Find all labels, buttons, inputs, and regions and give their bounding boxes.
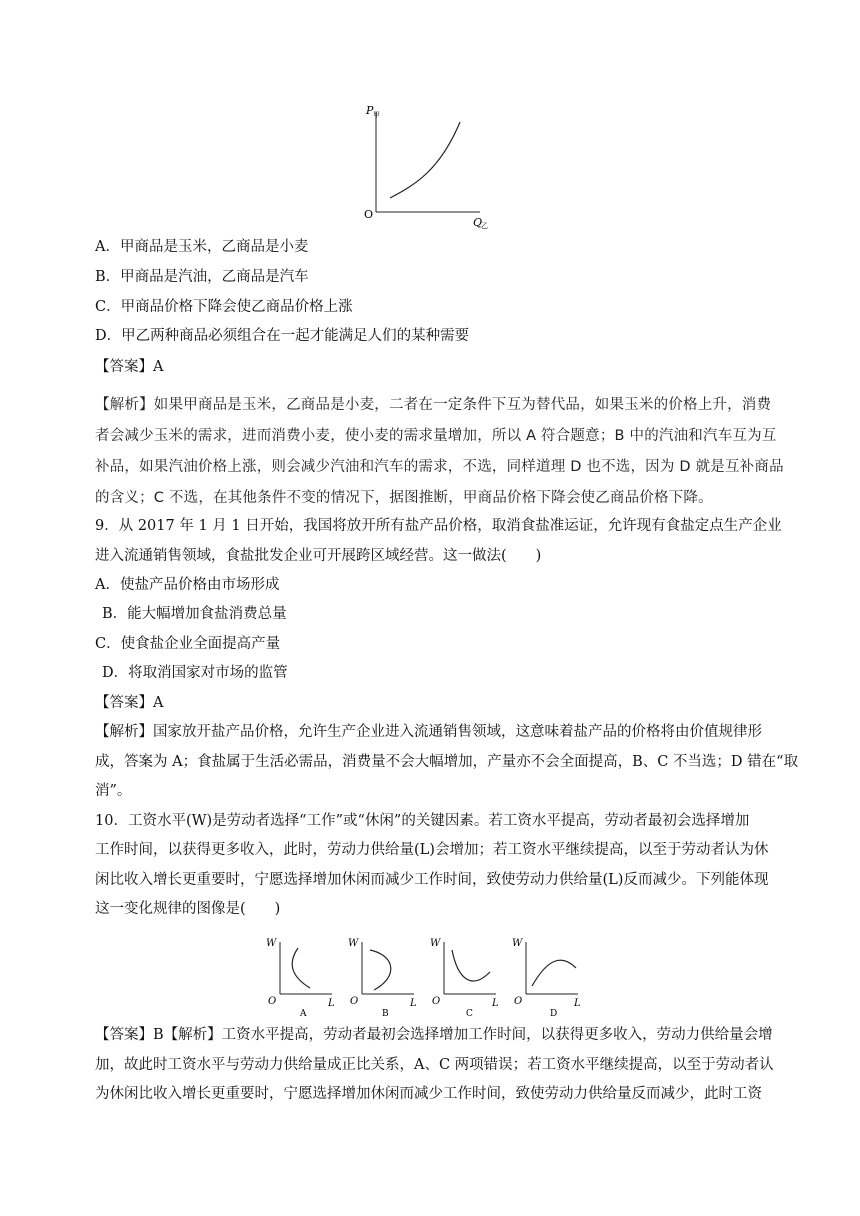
q8-option-a: A．甲商品是玉米，乙商品是小麦 [95, 239, 309, 255]
svg-text:W: W [266, 938, 277, 949]
q8-analysis-line: 补品，如果汽油价格上涨，则会减少汽油和汽车的需求，不选，同样道理 D 也不选，因为 D 就是互补商品 [95, 459, 784, 475]
q10-stem-line: 这一变化规律的图像是( ) [95, 901, 281, 917]
q8-option-d: D．甲乙两种商品必须组合在一起才能满足人们的某种需要 [95, 328, 470, 344]
svg-text:L: L [574, 998, 581, 1009]
q8-analysis-line: 【解析】如果甲商品是玉米，乙商品是小麦，二者在一定条件下互为替代品，如果玉米的价格上升，消费 [95, 397, 772, 413]
q9-analysis-line: 消”。 [95, 783, 132, 799]
svg-text:C: C [466, 1009, 473, 1019]
x-axis-label: Q [473, 216, 483, 229]
svg-text:D: D [550, 1009, 558, 1019]
svg-text:O: O [350, 996, 359, 1007]
q10-analysis-line: 为休闲比收入增长更重要时，宁愿选择增加休闲而减少工作时间，致使劳动力供给量反而减少，此时工资 [95, 1086, 762, 1102]
y-axis-label: P [366, 104, 374, 117]
q10-analysis-line: 加，故此时工资水平与劳动力供给量成正比关系，A、C 两项错误；若工资水平继续提高，以至于劳动者认 [95, 1057, 774, 1073]
q9-option-b: B．能大幅增加食盐消费总量 [102, 606, 287, 622]
svg-text:B: B [382, 1009, 389, 1019]
wage-labor-graphs [262, 932, 602, 1020]
price-quantity-graph [360, 100, 500, 230]
svg-text:L: L [328, 998, 335, 1009]
q9-stem-line: 9．从 2017 年 1 月 1 日开始，我国将放开所有盐产品价格，取消食盐准运证，允许现有食盐定点生产企业 [95, 518, 782, 534]
svg-text:W: W [512, 938, 523, 949]
q8-answer: 【答案】A [95, 359, 164, 375]
graph-c [430, 938, 499, 1019]
svg-text:O: O [432, 996, 441, 1007]
graph-a [266, 938, 335, 1019]
svg-text:W: W [348, 938, 359, 949]
x-axis-sub: 乙 [481, 222, 488, 230]
graph-d [512, 938, 581, 1019]
svg-text:L: L [410, 998, 417, 1009]
q10-answer-line: 【答案】B【解析】工资水平提高，劳动者最初会选择增加工作时间，以获得更多收入，劳动力供给量会增 [95, 1027, 773, 1043]
svg-text:A: A [300, 1009, 307, 1019]
q9-option-a: A．使盐产品价格由市场形成 [95, 577, 280, 593]
q8-option-b: B．甲商品是汽油，乙商品是汽车 [95, 269, 309, 285]
q9-analysis-line: 成，答案为 A；食盐属于生活必需品，消费量不会大幅增加，产量亦不会全面提高，B、C 不当选；D 错在“取 [95, 754, 799, 770]
q8-analysis-line: 的含义；C 不选，在其他条件不变的情况下，据图推断，甲商品价格下降会使乙商品价格下降。 [95, 490, 713, 506]
q9-stem-line: 进入流通销售领域，食盐批发企业可开展跨区域经营。这一做法( ) [95, 548, 542, 564]
curve [390, 122, 460, 198]
q10-stem-line: 10．工资水平(W)是劳动者选择“工作”或“休闲”的关键因素。若工资水平提高，劳动者最初会选择增加 [95, 813, 750, 829]
q9-option-d: D．将取消国家对市场的监管 [102, 665, 288, 681]
svg-text:O: O [514, 996, 523, 1007]
q8-option-c: C．甲商品价格下降会使乙商品价格上涨 [95, 299, 353, 315]
y-axis-sub: 甲 [373, 111, 380, 119]
q9-option-c: C．使食盐企业全面提高产量 [95, 636, 281, 652]
q8-analysis-line: 者会减少玉米的需求，进而消费小麦，使小麦的需求量增加，所以 A 符合题意；B 中的汽油和汽车互为互 [95, 428, 777, 444]
svg-text:L: L [492, 998, 499, 1009]
q9-answer: 【答案】A [95, 695, 164, 711]
graph-b [348, 938, 417, 1019]
q10-stem-line: 闲比收入增长更重要时，宁愿选择增加休闲而减少工作时间，致使劳动力供给量(L)反而减少。下列能体现 [95, 872, 769, 888]
svg-text:W: W [430, 938, 441, 949]
origin-label: O [364, 208, 374, 221]
q9-analysis-line: 【解析】国家放开盐产品价格，允许生产企业进入流通销售领域，这意味着盐产品的价格将由价值规律形 [95, 724, 762, 740]
q8-analysis [95, 390, 784, 514]
svg-text:O: O [268, 996, 277, 1007]
q10-stem-line: 工作时间，以获得更多收入，此时，劳动力供给量(L)会增加；若工资水平继续提高，以至于劳动者认为休 [95, 842, 769, 858]
